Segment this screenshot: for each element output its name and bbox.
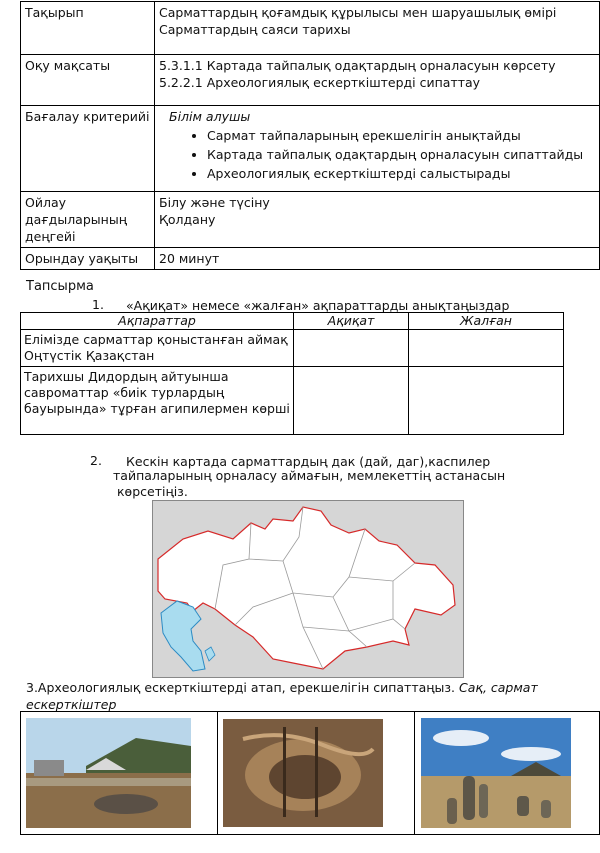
task1-title: «Ақиқат» немесе «жалған» ақпараттарды анықтаңыздар [126,298,510,313]
tf-true-cell[interactable] [294,367,409,435]
criteria-list [159,127,595,182]
tf-false-cell[interactable] [409,330,564,367]
criteria-intro: Білім алушы [169,109,251,124]
info-value [155,2,600,55]
info-value [155,192,600,248]
monument-photos-table [20,711,600,835]
task3-italic: Сақ, сармат ескерткіштер [26,680,538,712]
tf-true-cell[interactable] [294,330,409,367]
true-false-table [20,312,564,435]
lesson-info-table [20,1,600,270]
info-label: Оқу мақсаты [21,55,155,106]
task2-line: тайпаларының орналасу аймағын, мемлекеттің астанасын [113,468,506,483]
monument-photo-3 [421,718,571,828]
tf-row [21,330,564,367]
info-line: Сарматтардың қоғамдық құрылысы мен шаруашылық өмірі [159,5,557,20]
tf-header: Ақпараттар [21,313,294,330]
criteria-item: • Картада тайпалық одақтардың орналасуын сипаттайды [207,146,595,163]
tf-statement: Тарихшы Дидордың айтуынша савроматтар «биік турлардың бауырында» тұрған агипилермен көрші [21,367,294,435]
info-value [155,106,600,192]
info-row-thinking-level [21,192,600,248]
photo-cell [415,712,600,835]
caspian-sea [161,601,205,671]
country-shape [158,507,455,669]
info-line: Білу және түсіну [159,195,270,210]
info-row-criteria [21,106,600,192]
info-line: Сарматтардың саяси тарихы [159,22,351,37]
criteria-item: • Сармат тайпаларының ерекшелігін анықтайды [207,127,595,144]
info-line: 5.3.1.1 Картада тайпалық одақтардың орналасуын көрсету [159,58,556,73]
info-label: Ойлау дағдыларының деңгейі [21,192,155,248]
info-row-objective [21,55,600,106]
info-value [155,55,600,106]
task3-text [26,679,571,713]
monument-photo-2 [223,719,383,827]
info-value: 20 минут [155,248,600,270]
tf-header: Жалған [409,313,564,330]
task3-instruction: 3.Археологиялық ескерткіштерді атап, ерекшелігін сипаттаңыз. [26,680,456,695]
aral-sea [205,647,215,661]
photo-cell [218,712,415,835]
photo-cell [21,712,218,835]
task1-number: 1. [92,297,104,312]
tf-false-cell[interactable] [409,367,564,435]
tf-header: Ақиқат [294,313,409,330]
task-heading: Тапсырма [26,279,94,294]
info-row-topic [21,2,600,55]
tf-statement: Елімізде сарматтар қоныстанған аймақ Оңтүстік Қазақстан [21,330,294,367]
kazakhstan-outline-map [153,501,463,677]
criteria-item: • Археологиялық ескерткіштерді салыстырады [207,165,595,182]
monument-photo-1 [26,718,191,828]
tf-header-row [21,313,564,330]
task2-line: Кескін картада сарматтардың дак (дай, даг),каспилер [126,454,491,469]
info-line: 5.2.2.1 Археологиялық ескерткіштерді сипаттау [159,75,481,90]
tf-row [21,367,564,435]
info-label: Орындау уақыты [21,248,155,270]
task2-number: 2. [90,453,102,468]
task2-line: көрсетіңіз. [117,484,188,499]
info-row-time [21,248,600,270]
outline-map[interactable] [152,500,464,678]
info-label: Бағалау критерийі [21,106,155,192]
info-label: Тақырып [21,2,155,55]
info-line: Қолдану [159,212,216,227]
